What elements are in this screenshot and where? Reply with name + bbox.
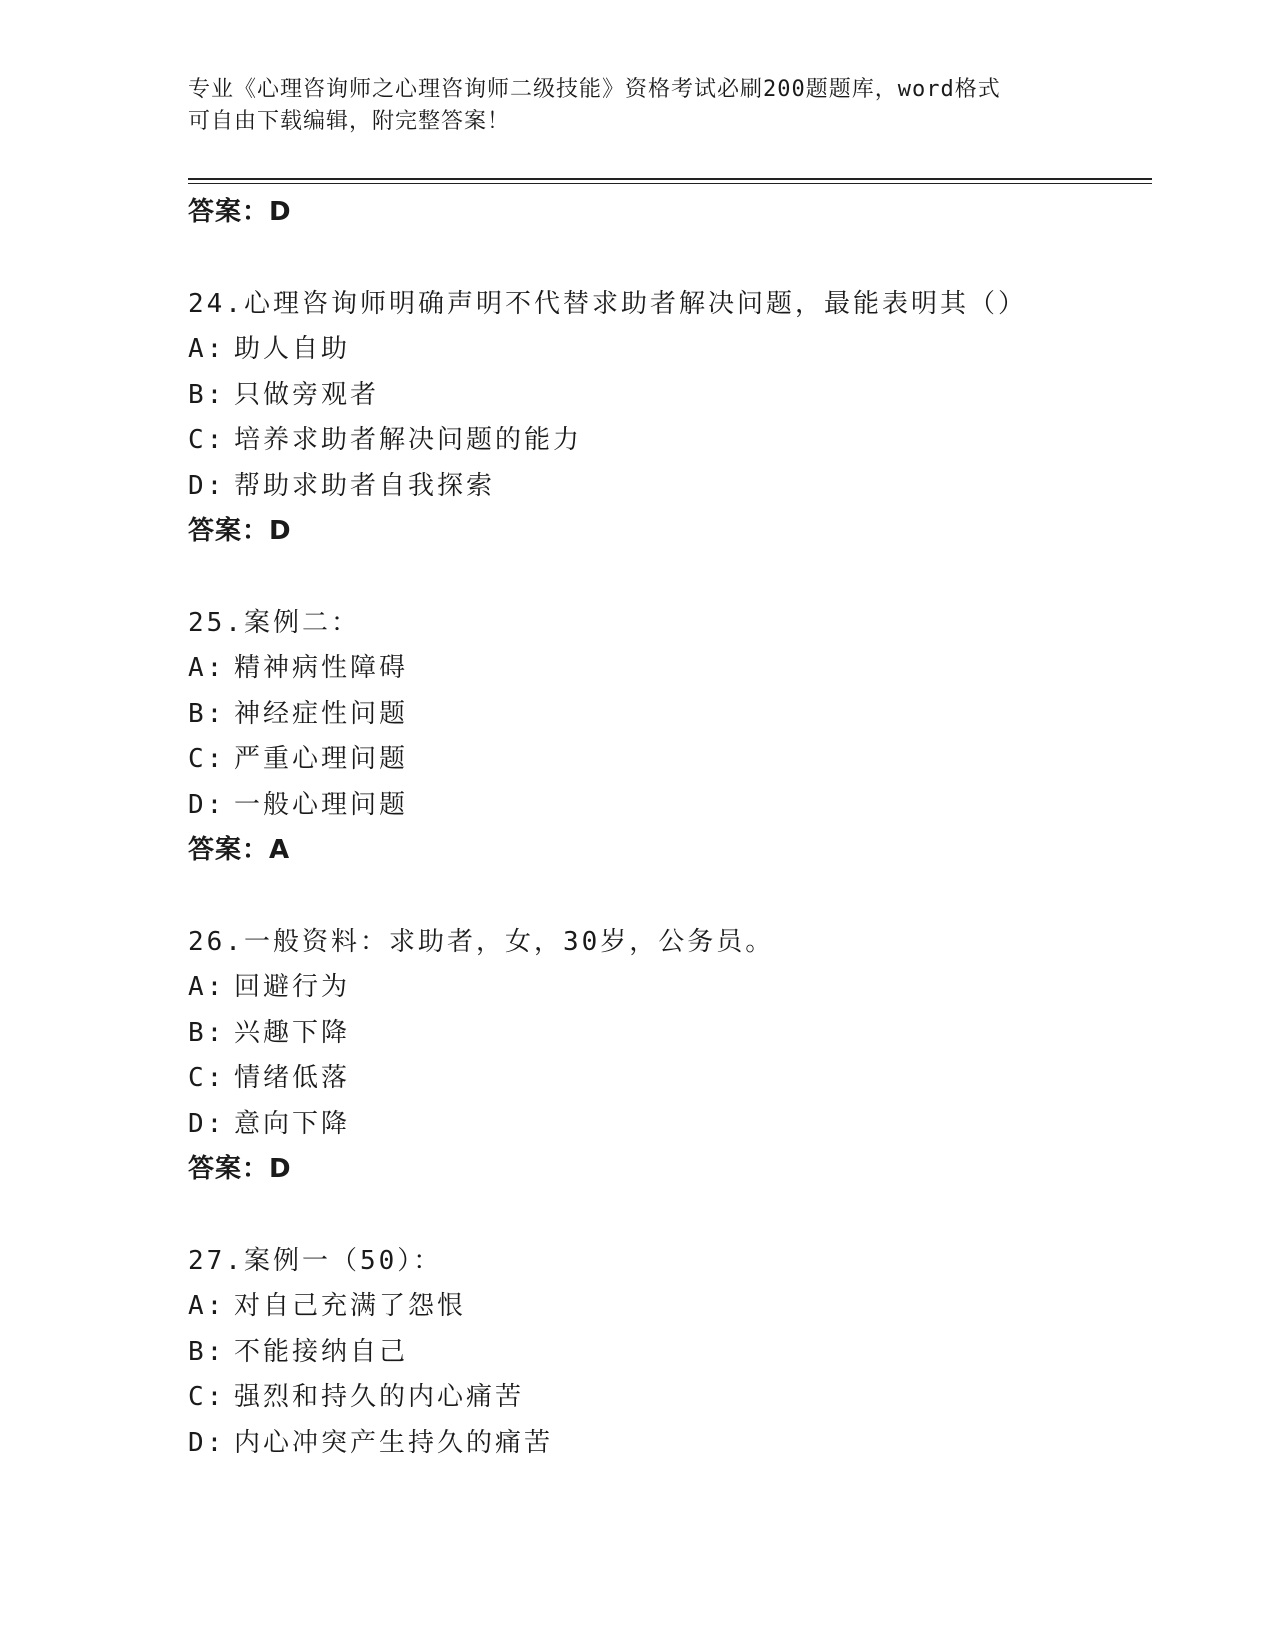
option-a: [188, 327, 1152, 373]
answer-line: 答案：D: [188, 1154, 292, 1184]
question-block: [188, 282, 1152, 555]
header-divider-thin: [188, 183, 1152, 184]
option-d: [188, 1102, 1152, 1148]
option-text: 神经症性问题: [234, 698, 409, 729]
option-key: B:: [188, 379, 226, 410]
option-key: C:: [188, 1382, 226, 1412]
option-key: D:: [188, 470, 226, 501]
option-text: 内心冲突产生持久的痛苦: [234, 1427, 554, 1458]
option-text: 强烈和持久的内心痛苦: [234, 1382, 525, 1412]
question-block: [188, 920, 1152, 1193]
answer-line: 答案：D: [188, 516, 292, 546]
question-content: [188, 190, 1152, 1466]
option-key: B:: [188, 698, 226, 729]
option-d: [188, 783, 1152, 829]
header-divider-thick: [188, 178, 1152, 180]
question-block: [188, 601, 1152, 874]
question-block: [188, 1239, 1152, 1467]
option-b: [188, 692, 1152, 738]
spacer: [188, 555, 1152, 601]
option-b: [188, 373, 1152, 419]
header-line-2: 可自由下载编辑，附完整答案！: [188, 109, 511, 134]
option-key: A:: [188, 972, 226, 1002]
option-c: [188, 1375, 1152, 1421]
option-text: 精神病性障碍: [234, 653, 409, 683]
spacer: [188, 874, 1152, 920]
option-d: [188, 1421, 1152, 1467]
answer-line: 答案：D: [188, 197, 292, 227]
spacer: [188, 1193, 1152, 1239]
option-b: [188, 1330, 1152, 1376]
option-key: C:: [188, 1063, 226, 1093]
option-text: 情绪低落: [234, 1063, 351, 1093]
option-key: D:: [188, 1427, 226, 1458]
option-text: 兴趣下降: [234, 1017, 351, 1048]
option-key: A:: [188, 1291, 226, 1321]
question-stem: 25.案例二：: [188, 607, 360, 638]
option-key: B:: [188, 1336, 226, 1367]
question-stem: 24.心理咨询师明确声明不代替求助者解决问题，最能表明其（）: [188, 288, 1027, 319]
option-key: B:: [188, 1017, 226, 1048]
answer-line: 答案：A: [188, 835, 291, 865]
question-stem: 27.案例一（50）：: [188, 1245, 443, 1276]
option-a: [188, 1284, 1152, 1330]
document-header: [188, 74, 1088, 138]
option-c: [188, 418, 1152, 464]
question-stem: 26.一般资料：求助者，女，30岁，公务员。: [188, 926, 775, 957]
option-text: 回避行为: [234, 972, 351, 1002]
option-text: 只做旁观者: [234, 379, 380, 410]
option-text: 对自己充满了怨恨: [234, 1291, 467, 1321]
option-key: D:: [188, 1108, 226, 1139]
option-a: [188, 646, 1152, 692]
option-a: [188, 965, 1152, 1011]
option-c: [188, 1056, 1152, 1102]
option-text: 意向下降: [234, 1108, 351, 1139]
spacer: [188, 236, 1152, 282]
option-key: D:: [188, 789, 226, 820]
header-line-1: 专业《心理咨询师之心理咨询师二级技能》资格考试必刷200题题库，word格式: [188, 77, 1001, 102]
option-text: 严重心理问题: [234, 744, 409, 774]
option-text: 助人自助: [234, 334, 351, 364]
option-key: A:: [188, 653, 226, 683]
option-c: [188, 737, 1152, 783]
option-text: 一般心理问题: [234, 789, 409, 820]
option-key: A:: [188, 334, 226, 364]
option-text: 不能接纳自己: [234, 1336, 409, 1367]
option-d: [188, 464, 1152, 510]
option-text: 帮助求助者自我探索: [234, 470, 496, 501]
option-text: 培养求助者解决问题的能力: [234, 425, 583, 455]
option-b: [188, 1011, 1152, 1057]
option-key: C:: [188, 425, 226, 455]
option-key: C:: [188, 744, 226, 774]
